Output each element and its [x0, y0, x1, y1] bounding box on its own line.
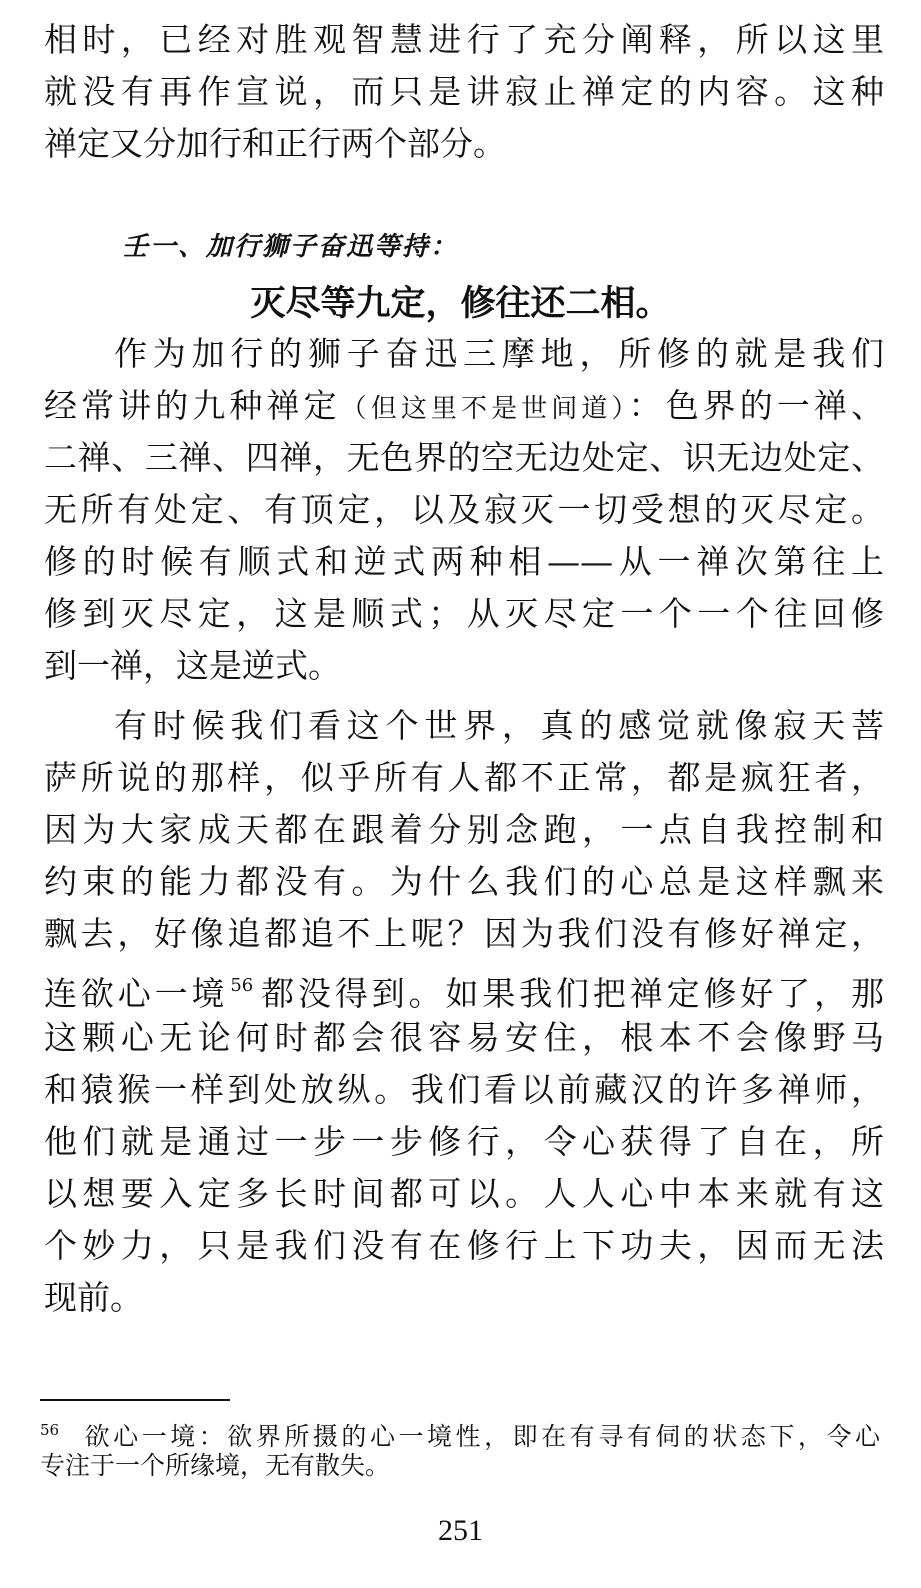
footnote-mark: 56: [40, 1421, 60, 1439]
text-line: 现前。: [44, 1278, 143, 1317]
paragraph-2: [44, 700, 884, 1324]
text-line: 萨所说的那样，似乎所有人都不正常，都是疯狂者，: [44, 758, 884, 797]
text-line: 二禅、三禅、四禅，无色界的空无边处定、识无边处定、: [44, 438, 884, 477]
text-line: [44, 380, 884, 432]
text-segment: ：色界的一禅、: [628, 386, 884, 425]
text-line: 以想要入定多长时间都可以。人人心中本来就有这: [44, 1174, 884, 1213]
text-line: 飘去，好像追都追不上呢？因为我们没有修好禅定，: [44, 914, 884, 953]
text-line: 修到灭尽定，这是顺式；从灭尽定一个一个往回修: [44, 594, 884, 633]
text-line: 到一禅，这是逆式。: [44, 646, 341, 685]
text-line: 他们就是通过一步一步修行，令心获得了自在，所: [44, 1122, 884, 1161]
text-line: 无所有处定、有顶定，以及寂灭一切受想的灭尽定。: [44, 490, 884, 529]
footnote-line: [40, 1412, 880, 1451]
footnote-line: 专注于一个所缘境，无有散失。: [40, 1451, 391, 1480]
text-line: 和猿猴一样到处放纵。我们看以前藏汉的许多禅师，: [44, 1070, 884, 1109]
text-line: 相时，已经对胜观智慧进行了充分阐释，所以这里: [44, 20, 884, 59]
intro-paragraph: [44, 14, 884, 170]
text-segment: 连欲心一境: [44, 974, 229, 1013]
text-segment: 经常讲的九种禅定: [44, 386, 341, 425]
text-line: 约束的能力都没有。为什么我们的心总是这样飘来: [44, 862, 884, 901]
text-line: 因为大家成天都在跟着分别念跑，一点自我控制和: [44, 810, 884, 849]
text-line: [44, 960, 884, 1012]
footnote: [40, 1412, 880, 1484]
text-line: 个妙力，只是我们没有在修行上下功夫，因而无法: [44, 1226, 884, 1265]
parenthetical-note: （但这里不是世间道）: [340, 394, 629, 424]
root-verse: 灭尽等九定，修往还二相。: [250, 284, 671, 324]
page-number: 251: [438, 1514, 483, 1547]
text-line: 禅定又分加行和正行两个部分。: [44, 124, 506, 163]
text-line: 就没有再作宣说，而只是讲寂止禅定的内容。这种: [44, 72, 884, 111]
text-segment: 都没得到。如果我们把禅定修好了，那: [257, 974, 885, 1013]
text-line: 修的时候有顺式和逆式两种相——从一禅次第往上: [44, 542, 884, 581]
footnote-reference[interactable]: 56: [230, 975, 254, 996]
paragraph-1: [44, 328, 884, 692]
text-line: 这颗心无论何时都会很容易安住，根本不会像野马: [44, 1018, 884, 1057]
footnote-text: 欲心一境：欲界所摄的心一境性，即在有寻有伺的状态下，令心: [81, 1422, 880, 1451]
section-heading: 壬一、加行狮子奋迅等持：: [122, 232, 459, 262]
text-line: 有时候我们看这个世界，真的感觉就像寂天菩: [114, 706, 884, 745]
footnote-divider: [40, 1399, 230, 1401]
text-line: 作为加行的狮子奋迅三摩地，所修的就是我们: [114, 334, 884, 373]
